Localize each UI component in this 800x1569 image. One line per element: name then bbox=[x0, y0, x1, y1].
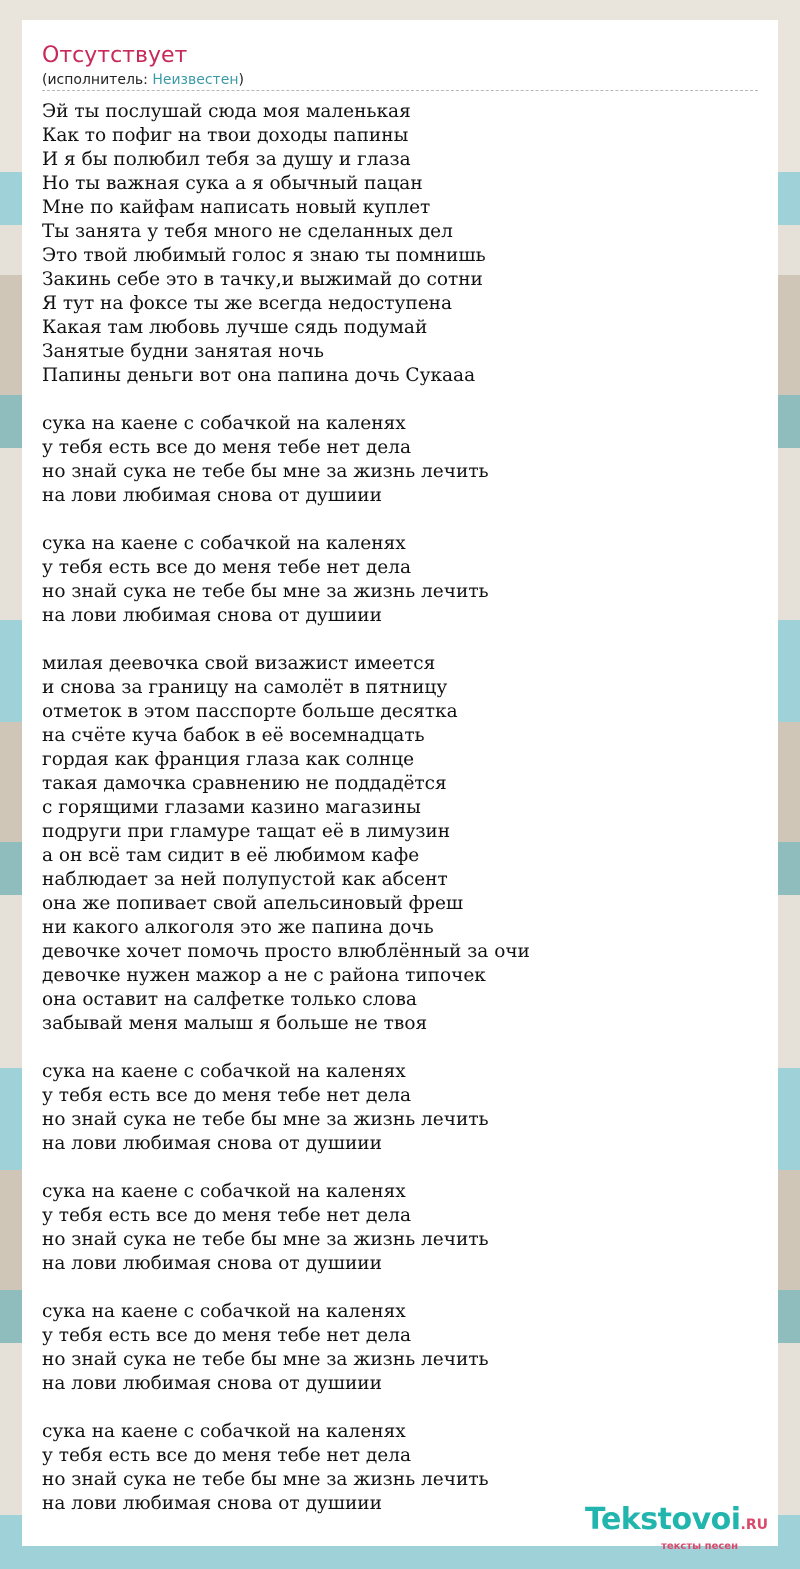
lyrics-stanza bbox=[42, 532, 758, 628]
stanza-gap bbox=[42, 1396, 758, 1420]
lyric-line: забывай меня малыш я больше не твоя bbox=[42, 1013, 428, 1034]
lyric-line: на лови любимая снова от душиии bbox=[42, 1493, 382, 1514]
lyrics-stanza bbox=[42, 652, 758, 1036]
stanza-gap bbox=[42, 628, 758, 652]
lyric-line: Какая там любовь лучше сядь подумай bbox=[42, 317, 428, 338]
lyric-line: Как то пофиг на твои доходы папины bbox=[42, 125, 409, 146]
artist-suffix: ) bbox=[238, 72, 244, 88]
song-title: Отсутствует bbox=[42, 43, 188, 68]
logo-name: Tekstovoi bbox=[584, 1502, 741, 1537]
lyric-line: с горящими глазами казино магазины bbox=[42, 797, 421, 818]
lyric-line: гордая как франция глаза как солнце bbox=[42, 749, 415, 770]
stanza-gap bbox=[42, 1276, 758, 1300]
lyric-line: она оставит на салфетке только слова bbox=[42, 989, 417, 1010]
lyric-line: на лови любимая снова от душиии bbox=[42, 1373, 382, 1394]
lyrics-card bbox=[22, 20, 778, 1546]
lyric-line: Я тут на фоксе ты же всегда недоступена bbox=[42, 293, 452, 314]
lyric-line: но знай сука не тебе бы мне за жизнь лечить bbox=[42, 461, 489, 482]
logo-tld: .RU bbox=[740, 1517, 768, 1533]
lyric-line: но знай сука не тебе бы мне за жизнь лечить bbox=[42, 581, 489, 602]
lyric-line: на лови любимая снова от душиии bbox=[42, 1253, 382, 1274]
lyric-line: у тебя есть все до меня тебе нет дела bbox=[42, 557, 412, 578]
logo-tagline: тексты песен bbox=[661, 1541, 738, 1552]
lyric-line: наблюдает за ней полупустой как абсент bbox=[42, 869, 448, 890]
lyric-line: девочке хочет помочь просто влюблённый за очи bbox=[42, 941, 530, 962]
lyric-line: Папины деньги вот она папина дочь Сукааа bbox=[42, 365, 476, 386]
lyric-line: но знай сука не тебе бы мне за жизнь лечить bbox=[42, 1109, 489, 1130]
lyric-line: но знай сука не тебе бы мне за жизнь лечить bbox=[42, 1469, 489, 1490]
lyric-line: у тебя есть все до меня тебе нет дела bbox=[42, 1205, 412, 1226]
lyric-line: и снова за границу на самолёт в пятницу bbox=[42, 677, 448, 698]
lyrics-stanza bbox=[42, 1060, 758, 1156]
stanza-gap bbox=[42, 1036, 758, 1060]
lyric-line: такая дамочка сравнению не поддадётся bbox=[42, 773, 447, 794]
lyric-line: на лови любимая снова от душиии bbox=[42, 485, 382, 506]
artist-line bbox=[42, 70, 244, 90]
lyrics-stanza bbox=[42, 1180, 758, 1276]
logo-wordmark bbox=[585, 1504, 768, 1541]
lyric-line: девочке нужен мажор а не с района типочек bbox=[42, 965, 486, 986]
stanza-gap bbox=[42, 388, 758, 412]
lyrics-stanza bbox=[42, 100, 758, 388]
lyric-line: у тебя есть все до меня тебе нет дела bbox=[42, 1325, 412, 1346]
lyric-line: сука на каене с собачкой на каленях bbox=[42, 1181, 406, 1202]
lyric-line: она же попивает свой апельсиновый фреш bbox=[42, 893, 464, 914]
lyrics-stanza bbox=[42, 412, 758, 508]
artist-link[interactable]: Неизвестен bbox=[152, 72, 239, 88]
stanza-gap bbox=[42, 508, 758, 532]
lyric-line: Эй ты послушай сюда моя маленькая bbox=[42, 101, 411, 122]
lyric-line: сука на каене с собачкой на каленях bbox=[42, 413, 406, 434]
lyric-line: Занятые будни занятая ночь bbox=[42, 341, 325, 362]
title-divider bbox=[42, 90, 758, 91]
lyric-line: у тебя есть все до меня тебе нет дела bbox=[42, 1085, 412, 1106]
lyric-line: а он всё там сидит в её любимом кафе bbox=[42, 845, 420, 866]
lyric-line: милая деевочка свой визажист имеется bbox=[42, 653, 436, 674]
lyric-line: Но ты важная сука а я обычный пацан bbox=[42, 173, 423, 194]
lyric-line: сука на каене с собачкой на каленях bbox=[42, 533, 406, 554]
lyric-line: на лови любимая снова от душиии bbox=[42, 1133, 382, 1154]
site-logo[interactable] bbox=[585, 1504, 768, 1553]
lyric-line: на счёте куча бабок в её восемнадцать bbox=[42, 725, 425, 746]
lyric-line: сука на каене с собачкой на каленях bbox=[42, 1061, 406, 1082]
lyric-line: Мне по кайфам написать новый куплет bbox=[42, 197, 431, 218]
lyric-line: но знай сука не тебе бы мне за жизнь лечить bbox=[42, 1349, 489, 1370]
lyric-line: Ты занята у тебя много не сделанных дел bbox=[42, 221, 453, 242]
lyrics-stanza bbox=[42, 1300, 758, 1396]
lyric-line: на лови любимая снова от душиии bbox=[42, 605, 382, 626]
lyric-line: ни какого алкоголя это же папина дочь bbox=[42, 917, 434, 938]
lyric-line: у тебя есть все до меня тебе нет дела bbox=[42, 1445, 412, 1466]
lyric-line: Закинь себе это в тачку,и выжимай до сотни bbox=[42, 269, 483, 290]
lyric-line: но знай сука не тебе бы мне за жизнь лечить bbox=[42, 1229, 489, 1250]
stanza-gap bbox=[42, 1156, 758, 1180]
artist-prefix: (исполнитель: bbox=[42, 72, 153, 88]
lyric-line: Это твой любимый голос я знаю ты помнишь bbox=[42, 245, 486, 266]
lyrics-text bbox=[42, 100, 758, 1516]
lyric-line: И я бы полюбил тебя за душу и глаза bbox=[42, 149, 411, 170]
lyric-line: подруги при гламуре тащат её в лимузин bbox=[42, 821, 451, 842]
lyric-line: у тебя есть все до меня тебе нет дела bbox=[42, 437, 412, 458]
lyric-line: сука на каене с собачкой на каленях bbox=[42, 1301, 406, 1322]
lyric-line: сука на каене с собачкой на каленях bbox=[42, 1421, 406, 1442]
lyric-line: отметок в этом пасспорте больше десятка bbox=[42, 701, 458, 722]
